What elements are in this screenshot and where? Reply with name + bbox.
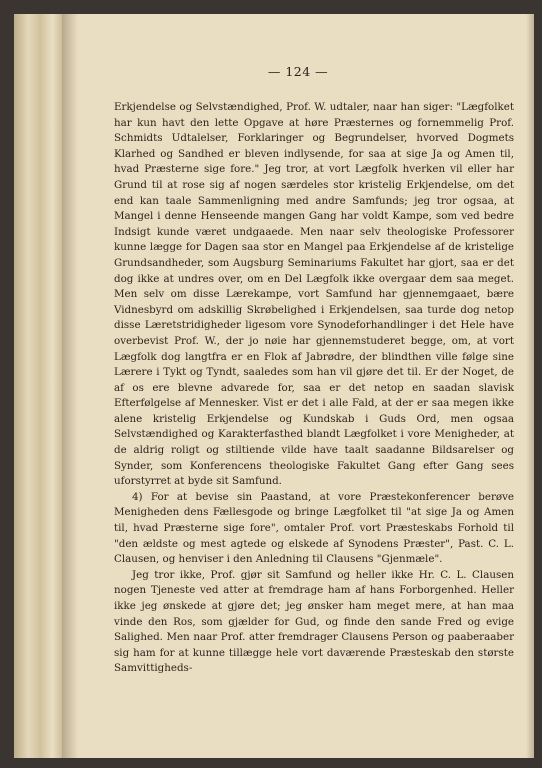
- body-text: [114, 100, 514, 677]
- spine-shadow: [62, 14, 78, 758]
- paragraph: 4) For at bevise sin Paastand, at vore Præstekonferencer berøve Menigheden dens Fællesgode og bringe Lægfolket til "at sige Ja og Amen til, hvad Præsterne sige fore", omtaler Prof. vort Præsteskabs Forhold til "den ældste og mest agtede og elskede af Synodens Præster", Past. C. L. Clausen, og henviser i den Anledning til Clausens "Gjenmæle".: [114, 490, 514, 566]
- page-edges: [14, 14, 63, 758]
- paragraph: Jeg tror ikke, Prof. gjør sit Samfund og heller ikke Hr. C. L. Clausen nogen Tjeneste ved atter at fremdrage ham af hans Forborgenhed. Heller ikke jeg ønskede at gjøre det; jeg ønsker ham meget mere, at han maa vinde den Ros, som gjælder for Gud, og finde den sande Fred og evige Salighed. Men naar Prof. atter fremdrager Clausens Person og paaberaaber sig ham for at kunne tillægge hele vort daværende Præsteskab den største Samvittigheds-: [114, 568, 514, 675]
- book-page: [62, 14, 534, 758]
- page-number: — 124 —: [267, 64, 329, 79]
- page-right-edge: [526, 14, 534, 758]
- paragraph: Erkjendelse og Selvstændighed, Prof. W. udtaler, naar han siger: "Lægfolket har kun havt den lette Opgave at høre Præsternes og fornemmelig Prof. Schmidts Udtalelser, Forklaringer og Begrundelser, hvorved Dogmets Klarhed og Sandhed er bleven indlysende, for saa at sige Ja og Amen til, hvad Præsterne sige fore." Jeg tror, at vort Lægfolk hverken vil eller har Grund til at rose sig af nogen særdeles stor kristelig Erkjendelse, om det end kan taale Sammenligning med andre Samfunds; jeg tror ogsaa, at Mangel i denne Henseende mangen Gang har voldt Kampe, som ved bedre Indsigt kunde været undgaaede. Men naar selv theologiske Professorer kunne lægge for Dagen saa stor en Mangel paa Erkjendelse af de kristelige Grundsandheder, som Augsburg Seminariums Fakultet har gjort, saa er det dog ikke at undres over, om en Del Lægfolk ikke overgaar dem saa meget. Men selv om disse Lærekampe, vort Samfund har gjennemgaaet, bære Vidnesbyrd om adskillig Skrøbelighed i Erkjendelsen, saa turde dog netop disse Læretstridigheder ligesom vore Synodeforhandlinger i det Hele have overbevist Prof. W., der jo nøie har gjennemstuderet begge, om, at vort Lægfolk dog langtfra er en Flok af Jabrødre, der blindthen ville følge sine Lærere i Tykt og Tyndt, saaledes som han vil gjøre det til. Er der Noget, de af os ere blevne advarede for, saa er det netop en saadan slavisk Efterfølgelse af Mennesker. Vist er det i alle Fald, at der er saa megen ikke alene kristelig Erkjendelse og Kundskab i Guds Ord, men ogsaa Selvstændighed og Karakterfasthed blandt Lægfolket i vore Menigheder, at de aldrig roligt og stiltiende vilde have taalt saadanne Bildsarelser og Synder, som Konferencens theologiske Fakultet Gang efter Gang sees uforstyrret at byde sit Samfund.: [114, 101, 514, 488]
- book: [14, 14, 534, 758]
